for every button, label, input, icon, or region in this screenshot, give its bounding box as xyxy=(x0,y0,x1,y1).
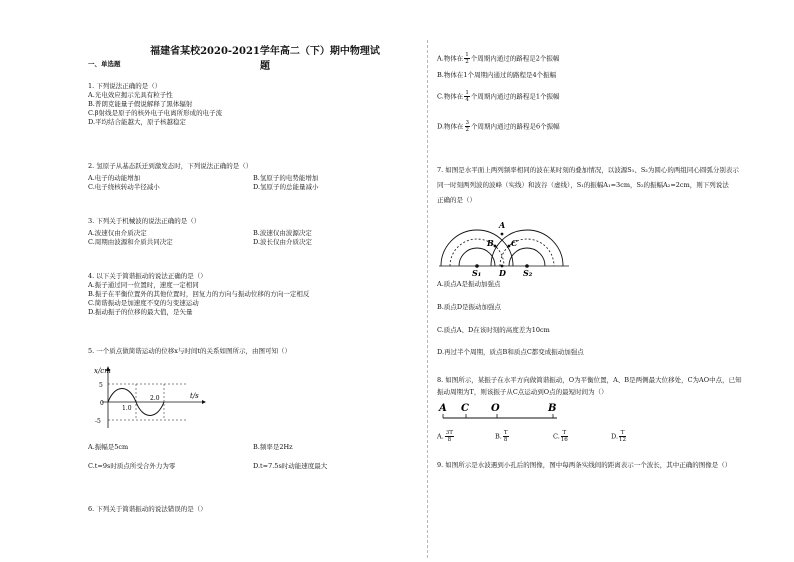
label-d: D xyxy=(499,268,506,278)
tick-0: 0 xyxy=(100,400,104,407)
q8-options xyxy=(437,430,767,443)
q8-d-label: D. xyxy=(611,432,619,441)
question-5 xyxy=(88,347,291,356)
q2-option-c: C.电子绕核转动半径减小 xyxy=(88,183,160,191)
q6-a-num: 1 xyxy=(465,52,469,58)
q4-option-d: D.振动振子的位移的最大值，是矢量 xyxy=(88,308,193,316)
q6-c-fraction xyxy=(464,90,470,103)
q8-d-num: T xyxy=(620,430,625,436)
q5-option-a: A.振幅是5cm xyxy=(88,443,129,451)
s2-crest-1 xyxy=(509,248,545,266)
q8-option-a xyxy=(437,430,495,443)
q1-option-b: B.普朗克能量子假说解释了黑体辐射 xyxy=(88,100,193,108)
question-7 xyxy=(437,166,739,205)
q4-stem: 4. 以下关于简谐振动的说法正确的是（） xyxy=(88,272,207,280)
q5-option-d: D.t=7.5s时动能速度最大 xyxy=(253,462,328,470)
q6-option-a xyxy=(437,52,559,65)
tick-2: 2.0 xyxy=(150,395,160,402)
q8-a-fraction xyxy=(445,430,454,443)
q2-option-d: D.氢原子的总能量减小 xyxy=(253,183,319,191)
point-c-dot xyxy=(508,245,511,248)
q7-interference-figure xyxy=(437,216,572,278)
label-a: A xyxy=(439,403,447,414)
q8-a-num: 3T xyxy=(445,430,453,436)
q6-c-text-post: 个周期内通过的路程是1个振幅 xyxy=(470,92,560,101)
s1-trough xyxy=(450,239,504,266)
question-9: 9. 如图所示是水波遇到小孔后的图像，图中每两条实线间的距离表示一个波长，其中正确的图像是（） xyxy=(437,461,732,469)
q2-option-b: B.氢原子的电势能增加 xyxy=(253,174,319,182)
q2-stem: 2. 氢原子从基态跃迁到激发态时，下列说法正确的是（） xyxy=(88,162,253,170)
label-o: O xyxy=(491,403,500,414)
q7-line-3: 正确的是（） xyxy=(437,196,476,204)
q3-option-b: B.波速仅由波源决定 xyxy=(253,229,312,237)
q6-a-text-pre: A.物体在 xyxy=(437,54,464,63)
q1-option-a: A.光电效应揭示光具有粒子性 xyxy=(88,91,173,99)
tick-1: 1.0 xyxy=(122,405,132,412)
q6-a-text-post: 个周期内通过的路程是2个振幅 xyxy=(470,54,560,63)
q6-d-num: 3 xyxy=(465,120,470,126)
q7-option-d: D.再过半个周期，质点B和质点C都变成振动加强点 xyxy=(437,348,584,356)
label-a: A xyxy=(499,220,506,230)
page-title: 福建省某校2020-2021学年高二（下）期中物理试题 xyxy=(150,46,380,72)
q1-option-c: C.β射线是原子的核外电子电离所形成的电子流 xyxy=(88,109,223,117)
q8-b-label: B. xyxy=(495,432,502,441)
q8-a-den: 8 xyxy=(447,437,452,443)
q6-c-num: 1 xyxy=(465,90,469,96)
question-3 xyxy=(88,217,418,247)
question-1 xyxy=(88,82,222,127)
t-axis-arrow xyxy=(202,400,206,404)
q6-option-d xyxy=(437,120,560,133)
s2-trough xyxy=(500,239,554,266)
tick-5: 5 xyxy=(99,382,103,389)
question-2 xyxy=(88,162,418,192)
q7-line-2: 同一时刻两列波的波峰（实线）和波谷（虚线），S₁的振幅A₁=3cm，S₂的振幅A₂=2cm，则下列说法 xyxy=(437,181,729,189)
column-divider xyxy=(427,40,428,558)
q6-a-den: 2 xyxy=(465,59,469,65)
point-a-dot xyxy=(501,233,504,236)
q6-d-text-pre: D.物体在 xyxy=(437,122,464,131)
label-s1: S₁ xyxy=(472,268,482,278)
t-axis-label: t/s xyxy=(190,392,199,400)
q4-option-b: B.振子在平衡位置外的其他位置时，回复力的方向与振动位移的方向一定相反 xyxy=(88,290,310,298)
point-d-dot xyxy=(501,265,504,268)
point-b-dot xyxy=(494,245,497,248)
q8-b-den: 8 xyxy=(503,437,508,443)
label-b: B xyxy=(487,238,494,248)
q7-option-a: A.质点A是振动加强点 xyxy=(437,280,501,288)
q8-a-label: A. xyxy=(437,432,444,441)
q8-option-b xyxy=(495,430,553,443)
q6-c-den: 4 xyxy=(465,97,469,103)
label-b: B xyxy=(548,403,557,414)
q8-c-fraction xyxy=(561,430,568,443)
q8-c-num: T xyxy=(562,430,567,436)
q3-option-a: A.波速仅由介质决定 xyxy=(88,229,147,237)
q8-c-den: 16 xyxy=(560,437,568,443)
q8-line-1: 8. 如图所示，某振子在水平方向做简谐振动，O为平衡位置，A、B是两侧最大位移处，C为AO中点，已知 xyxy=(437,376,742,384)
q3-stem: 3. 下列关于机械波的说法正确的是（） xyxy=(88,217,201,225)
q6-d-text-post: 个周期内通过的路程是6个振幅 xyxy=(471,122,560,131)
q8-d-den: 12 xyxy=(619,437,627,443)
q3-option-d: D.波长仅由介质决定 xyxy=(253,238,313,246)
question-5-options xyxy=(88,443,418,471)
q5-displacement-graph xyxy=(90,362,210,434)
section-heading: 一、单选题 xyxy=(88,60,121,68)
label-c: C xyxy=(461,403,469,414)
q8-oscillator-figure xyxy=(437,398,577,424)
q7-option-c: C.质点A、D在该时刻的高度差为10cm xyxy=(437,326,550,334)
q5-option-b: B.频率是2Hz xyxy=(253,443,293,451)
q8-b-num: T xyxy=(503,430,508,436)
question-4 xyxy=(88,272,309,317)
q2-option-a: A.电子的动能增加 xyxy=(88,174,141,182)
q6-a-fraction xyxy=(464,52,470,65)
q6-stem: 6. 下列关于简谐振动的说法错误的是（） xyxy=(88,505,207,513)
q3-option-c: C.周期由波源和介质共同决定 xyxy=(88,238,173,246)
tick-minus-5: -5 xyxy=(95,418,101,425)
q1-option-d: D.平均结合能越大，原子核越稳定 xyxy=(88,118,187,126)
s1-crest-1 xyxy=(459,248,495,266)
q6-option-b: B.物体在1个周期内通过的路程是4个振幅 xyxy=(437,71,557,79)
q1-stem: 1. 下列说法正确的是（） xyxy=(88,82,162,90)
q5-stem: 5. 一个质点做简谐运动的位移x与时间t的关系如图所示，由图可知（） xyxy=(88,347,292,355)
q6-option-c xyxy=(437,90,559,103)
q4-option-c: C.简谐振动是加速度不变的匀变速运动 xyxy=(88,299,199,307)
q7-line-1: 7. 如图是水平面上两列频率相同的波在某时刻的叠加情况，以波源S₁、S₂为圆心的两组同心圆弧分别表示 xyxy=(437,166,739,174)
x-axis-label: x/cm xyxy=(94,367,111,375)
q8-line-2: 振动周期为T，则该振子从C点运动到O点的最短时间为（） xyxy=(437,388,608,396)
label-c: C xyxy=(511,238,518,248)
q8-b-fraction xyxy=(503,430,509,443)
q8-option-c xyxy=(553,430,611,443)
q6-c-text-pre: C.物体在 xyxy=(437,92,464,101)
q4-option-a: A.振子通过同一位置时，速度一定相同 xyxy=(88,281,199,289)
question-6 xyxy=(88,505,207,514)
q8-d-fraction xyxy=(619,430,626,443)
q7-option-b: B.质点D是振动加强点 xyxy=(437,303,502,311)
q6-d-den: 2 xyxy=(465,127,470,133)
q5-option-c: C.t=9s时质点所受合外力为零 xyxy=(88,462,176,470)
q6-d-fraction xyxy=(465,120,471,133)
q8-c-label: C. xyxy=(553,432,560,441)
q8-option-d xyxy=(611,430,669,443)
question-8 xyxy=(437,376,742,397)
label-s2: S₂ xyxy=(523,268,533,278)
